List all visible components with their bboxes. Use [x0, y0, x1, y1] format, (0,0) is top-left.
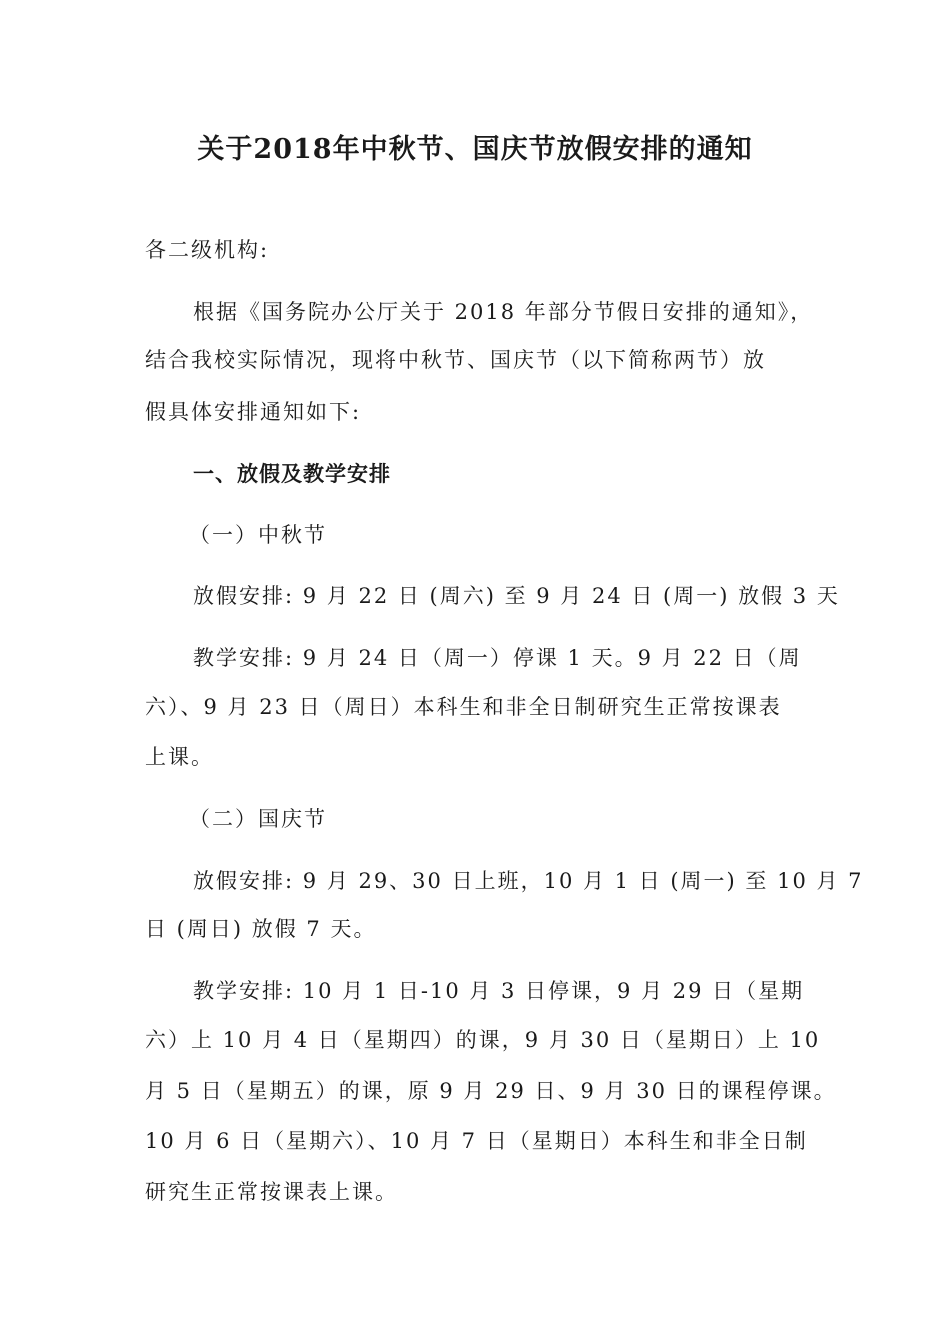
- subsection-heading-midautumn: （一）中秋节: [189, 523, 327, 547]
- national-teaching-line-2: 六）上 10 月 4 日（星期四）的课，9 月 30 日（星期日）上 10: [145, 1028, 821, 1052]
- national-holiday-line-2: 日 (周日) 放假 7 天。: [145, 917, 377, 941]
- national-holiday-line-1: 放假安排: 9 月 29、30 日上班，10 月 1 日 (周一) 至 10 月 7: [193, 869, 864, 893]
- national-teaching-line-3: 月 5 日（星期五）的课，原 9 月 29 日、9 月 30 日的课程停课。: [145, 1079, 837, 1103]
- midautumn-teaching-line-2: 六）、9 月 23 日（周日）本科生和非全日制研究生正常按课表: [145, 695, 782, 719]
- midautumn-teaching-line-1: 教学安排: 9 月 24 日（周一）停课 1 天。9 月 22 日（周: [193, 646, 802, 670]
- midautumn-teaching-line-3: 上课。: [145, 745, 214, 769]
- national-teaching-line-4: 10 月 6 日（星期六）、10 月 7 日（星期日）本科生和非全日制: [145, 1129, 808, 1153]
- salutation: 各二级机构:: [145, 238, 270, 262]
- midautumn-holiday: 放假安排: 9 月 22 日 (周六) 至 9 月 24 日 (周一) 放假 3 天: [193, 584, 840, 608]
- national-teaching-line-1: 教学安排: 10 月 1 日-10 月 3 日停课，9 月 29 日（星期: [193, 979, 805, 1003]
- national-teaching-line-5: 研究生正常按课表上课。: [145, 1180, 398, 1204]
- section-heading-1: 一、放假及教学安排: [193, 462, 391, 486]
- subsection-heading-national: （二）国庆节: [189, 807, 327, 831]
- intro-line-2: 结合我校实际情况，现将中秋节、国庆节（以下简称两节）放: [145, 348, 766, 372]
- intro-line-3: 假具体安排通知如下:: [145, 400, 362, 424]
- intro-line-1: 根据《国务院办公厅关于 2018 年部分节假日安排的通知》，: [193, 300, 814, 324]
- document-title: 关于2018年中秋节、国庆节放假安排的通知: [197, 134, 753, 165]
